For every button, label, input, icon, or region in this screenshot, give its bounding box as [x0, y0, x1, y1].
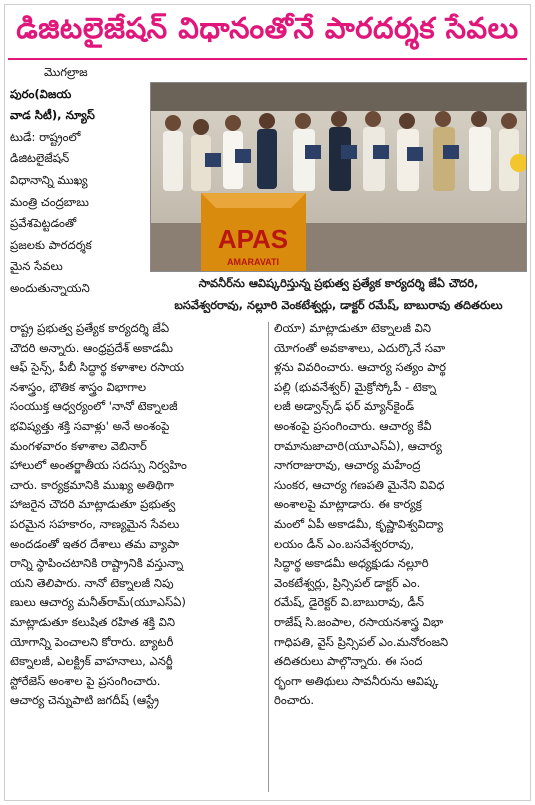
- body-line: హాలులో అంతర్జాతీయ సదస్సు నిర్వహిం: [10, 458, 187, 473]
- intro-line: విధానాన్ని ముఖ్య: [10, 172, 88, 187]
- body-line: మాట్లాడుతూ కలుషిత రహిత శక్తి విని: [10, 614, 176, 629]
- body-line: లియా) మాట్లాడుతూ టెక్నాలజీ విని: [274, 321, 432, 335]
- body-line: సంయుక్త ఆధ్వర్యంలో 'నానో టెక్నాలజీ: [10, 399, 178, 414]
- body-line: రాన్ని స్థాపించటానికి రాష్ట్రానికి వస్తున్నా: [10, 556, 184, 571]
- body-line: లయం డీన్‌ ఎం.బసవేశ్వరరావు,: [274, 536, 415, 551]
- intro-line: వాడ సిటీ), న్యూస్‌: [10, 108, 95, 123]
- body-line: వెంకటేశ్వర్లు, ప్రిన్సిపల్‌ డాక్టర్‌ ఎం.: [274, 575, 421, 590]
- body-line: అంశంపై ప్రసంగించారు. ఆచార్య కేవీ: [274, 418, 432, 433]
- body-line: చారు. కార్యక్రమానికి ముఖ్య అతిథిగా: [10, 477, 174, 492]
- intro-line: టుడే: రాష్ట్రంలో: [10, 129, 81, 144]
- caption-line: సావనీర్‌ను ఆవిష్కరిస్తున్న ప్రభుత్వ ప్రత్యేక కార్యదర్శి జేఏ చౌదరి,: [198, 276, 479, 290]
- body-line: భవిష్యత్తు శక్తి సవాళ్లు' అనే అంశంపై: [10, 418, 170, 433]
- intro-line: మొగల్రాజ: [44, 65, 88, 79]
- intro-line: పురం(విజయ: [10, 86, 72, 101]
- body-line: నాగరాజురావు, ఆచార్య మహేంద్ర: [274, 458, 421, 473]
- photo-caption: [150, 272, 527, 317]
- banner-subtext: AMARAVATI: [227, 257, 279, 267]
- body-line: ఆఫ్‌ సైన్స్‌, పీబీ సిద్ధార్థ కళాశాల రసాయ: [10, 360, 185, 375]
- body-line: హాజరైన చౌదరి మాట్లాడుతూ ప్రభుత్వ: [10, 497, 176, 512]
- banner-text: APAS: [217, 224, 289, 254]
- body-line: ణులు ఆచార్య మనీత్‌రామ్‌(యూఎస్‌ఏ): [10, 595, 186, 610]
- body-line: యోగాన్ని పెంచాలని కోరారు. బ్యాటరీ: [10, 634, 174, 649]
- headline-rule: [8, 58, 527, 60]
- body-line: రాష్ట్ర ప్రభుత్వ ప్రత్యేక కార్యదర్శి జేఏ: [10, 321, 170, 335]
- body-line: రించారు.: [274, 693, 315, 708]
- body-line: అంశాలపై మాట్లాడారు. ఈ కార్యక్ర: [274, 497, 422, 512]
- body-line: ర్భంగా అతిథులు సావనీరును ఆవిష్క: [274, 673, 439, 688]
- body-line: గాధిపతి, వైస్‌ ప్రిన్సిపల్‌ ఎం.మనోరంజని: [274, 634, 449, 649]
- intro-line: డిజిటలైజేషన్‌: [10, 151, 70, 166]
- body-line: పల్లి (భువనేశ్వర్‌) మైక్రోస్కోపీ - టెక్నా: [274, 379, 437, 394]
- body-line: చౌదరి అన్నారు. ఆంధ్రప్రదేశ్‌ అకాడమీ: [10, 340, 174, 355]
- body-line: పరమైన సహకారం, నాణ్యమైన సేవలు: [10, 516, 180, 531]
- body-line: యని తెలిపారు. నానో టెక్నాలజీ నిపు: [10, 575, 174, 590]
- body-line: నశాస్త్రం, భౌతిక శాస్త్రం విభాగాల: [10, 379, 147, 394]
- headline: డిజిటలైజేషన్‌ విధానంతోనే పారదర్శక సేవలు: [16, 11, 519, 45]
- intro-line: మైన సేవలు: [10, 259, 63, 274]
- body-line: ఆచార్య చెన్నుపాటి జగదీష్‌ (ఆస్ట్రే: [10, 693, 159, 708]
- intro-line: మంత్రి చంద్రబాబు: [10, 194, 89, 209]
- column-divider: [268, 322, 269, 792]
- intro-line: అందుతున్నాయని: [10, 280, 90, 295]
- body-line: రాజేష్‌ సి.జంపాల, రసాయనశాస్త్ర విభా: [274, 614, 444, 629]
- event-photo: [150, 82, 527, 272]
- body-column-left: [10, 319, 265, 711]
- body-line: అందడంతో ఇతర దేశాలు తమ వ్యాపా: [10, 536, 179, 551]
- apas-banner: [201, 193, 306, 272]
- caption-line: బసవేశ్వరరావు, నల్లూరి వెంకటేశ్వర్లు, డాక్టర్‌ రమేష్‌, బాబురావు తదితరులు: [174, 298, 503, 312]
- body-line: మంలో ఏపీ అకాడమీ, కృష్ణావిశ్వవిద్యా: [274, 516, 444, 531]
- body-line: టెక్నాలజీ, ఎలక్ట్రిక్‌ వాహనాలు, ఎనర్జీ: [10, 654, 173, 669]
- intro-column: [10, 62, 146, 300]
- body-line: ళ్లను వివరించారు. ఆచార్య సత్యం పార్థ: [274, 360, 447, 375]
- body-line: రమేష్‌, డైరెక్టర్‌ వి.బాబురావు, డీన్‌: [274, 595, 425, 610]
- intro-line: ప్రవేశపెట్టడంతో: [10, 216, 77, 231]
- body-column-right: [274, 319, 527, 711]
- body-line: రామానుజాచారి(యూఎస్‌ఏ), ఆచార్య: [274, 438, 442, 453]
- body-line: సుంకర, ఆచార్య గణపతి మైనేని వివిధ: [274, 477, 445, 492]
- body-line: తదితరులు పాల్గొన్నారు. ఈ సంద: [274, 654, 423, 669]
- body-line: యోగంతో అవకాశాలు, ఎదుర్కొనే సవా: [274, 340, 446, 355]
- body-line: మంగళవారం కళాశాల వెబినార్‌: [10, 438, 147, 453]
- body-line: స్టోరేజెస్‌ అంశాల పై ప్రసంగించారు.: [10, 673, 161, 688]
- body-line: లజీ అడ్వాన్స్‌డ్‌ ఫర్‌ మ్యాన్‌కైండ్‌: [274, 399, 415, 414]
- intro-line: ప్రజలకు పారదర్శక: [10, 237, 92, 252]
- body-line: సిద్ధార్థ అకాడమీ అధ్యక్షుడు నల్లూరి: [274, 556, 429, 571]
- event-photo-illustration: [151, 83, 527, 272]
